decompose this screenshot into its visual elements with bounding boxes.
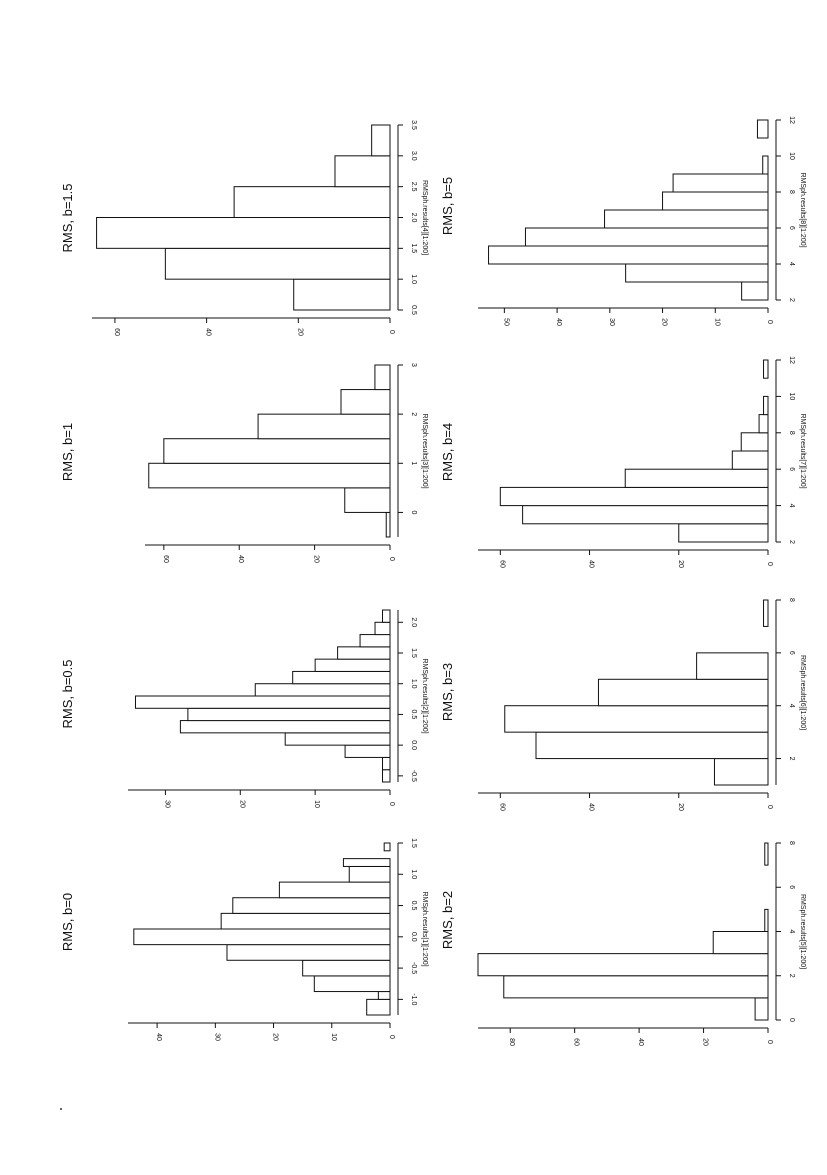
- histogram-bar: [303, 960, 390, 976]
- x-tick-label: -0.5: [410, 769, 417, 782]
- x-axis-label: RMSph.results[8][1:200]: [799, 172, 806, 248]
- histogram-bar: [343, 859, 390, 867]
- value-tick-label: 60: [112, 328, 120, 336]
- value-tick-label: 10: [329, 1033, 337, 1041]
- histogram-bar: [755, 998, 768, 1020]
- value-tick-label: 10: [313, 800, 321, 808]
- histogram-bar: [349, 866, 390, 882]
- panel-title: RMS, b=4: [440, 422, 455, 482]
- histogram-panel-1: [60, 838, 428, 1041]
- x-tick-label: 3.0: [410, 150, 417, 161]
- panel-title: RMS, b=1.5: [60, 183, 75, 253]
- panel-title: RMS, b=0.5: [60, 659, 75, 729]
- histogram-bar: [523, 506, 768, 524]
- x-tick-label: 4: [788, 703, 795, 708]
- value-tick-label: 0: [388, 1035, 395, 1039]
- histogram-bar: [345, 488, 390, 513]
- histogram-bar: [489, 246, 768, 264]
- histogram-bar: [673, 174, 768, 192]
- histogram-bar: [626, 264, 768, 282]
- histogram-bar: [293, 671, 390, 683]
- histogram-bar: [764, 396, 768, 414]
- value-tick-label: 0: [388, 330, 395, 334]
- x-tick-label: -1.0: [410, 993, 417, 1006]
- histogram-bar: [227, 945, 390, 961]
- x-tick-label: 2.5: [410, 181, 417, 192]
- histogram-bar: [335, 156, 390, 187]
- histogram-bar: [765, 909, 768, 931]
- histogram-panel-5: [440, 841, 806, 1046]
- histogram-panel-3: [60, 363, 428, 563]
- x-tick-label: 4: [788, 262, 795, 266]
- histogram-bar: [505, 706, 768, 732]
- histogram-bar: [383, 757, 390, 769]
- x-tick-label: 2: [788, 540, 795, 544]
- x-tick-label: 0.5: [410, 900, 417, 911]
- value-tick-label: 20: [296, 328, 304, 336]
- histogram-bar: [165, 248, 390, 279]
- histogram-bar: [258, 414, 390, 439]
- x-axis-label: RMSph.results[6][1:200]: [799, 654, 806, 731]
- x-tick-label: 1: [410, 461, 417, 466]
- x-tick-label: 0.0: [410, 740, 417, 751]
- x-tick-label: 6: [788, 885, 795, 890]
- histogram-bar: [221, 913, 390, 929]
- x-tick-label: 0.5: [410, 709, 417, 720]
- histogram-bar: [757, 120, 768, 138]
- stray-dot: [60, 1108, 62, 1110]
- histogram-bar: [149, 463, 390, 488]
- x-tick-label: 1.0: [410, 678, 417, 689]
- x-tick-label: 2: [788, 756, 795, 761]
- histogram-bar: [759, 415, 768, 433]
- value-tick-label: 20: [312, 555, 320, 563]
- histogram-bar: [360, 635, 390, 647]
- histogram-bar: [279, 882, 390, 898]
- x-axis-label: RMSph.results[7][1:200]: [799, 413, 806, 489]
- x-tick-label: 12: [788, 116, 795, 124]
- histogram-bar: [367, 999, 390, 1015]
- value-tick-label: 60: [498, 803, 506, 811]
- value-tick-label: 20: [701, 1038, 709, 1046]
- histogram-bar: [763, 156, 768, 174]
- histogram-bar: [341, 390, 390, 415]
- value-tick-label: 10: [713, 318, 721, 326]
- x-tick-label: 3: [410, 363, 417, 367]
- value-tick-label: 20: [271, 1033, 279, 1041]
- value-tick-label: 30: [213, 1033, 221, 1041]
- histogram-bar: [386, 512, 390, 537]
- histogram-bar: [764, 360, 768, 378]
- value-tick-label: 30: [607, 318, 615, 326]
- histogram-bar: [338, 647, 390, 659]
- value-tick-label: 80: [508, 1038, 516, 1046]
- x-tick-label: 8: [788, 190, 795, 194]
- histogram-bar: [345, 745, 390, 757]
- x-tick-label: 0: [410, 510, 417, 515]
- value-tick-label: 60: [161, 555, 169, 563]
- histogram-bar: [478, 954, 768, 976]
- histogram-bar: [375, 622, 390, 634]
- histogram-bar: [234, 187, 390, 218]
- histogram-bar: [285, 733, 390, 745]
- panel-title: RMS, b=3: [440, 662, 455, 722]
- value-tick-label: 60: [572, 1038, 580, 1046]
- histogram-bar: [765, 843, 768, 865]
- histogram-bar: [598, 679, 768, 705]
- histogram-bar: [625, 469, 768, 487]
- histogram-bar: [663, 192, 768, 210]
- value-tick-label: 40: [587, 803, 595, 811]
- x-tick-label: 1.5: [410, 838, 417, 848]
- x-tick-label: 6: [788, 467, 795, 472]
- x-tick-label: 6: [788, 650, 795, 655]
- panel-title: RMS, b=5: [440, 176, 455, 236]
- value-tick-label: 0: [766, 320, 773, 324]
- x-tick-label: 1.5: [410, 648, 417, 658]
- histogram-panel-6: [440, 598, 806, 811]
- histogram-bar: [679, 524, 768, 542]
- histogram-bar: [383, 770, 390, 782]
- histogram-bar: [384, 843, 390, 851]
- x-tick-label: 10: [788, 392, 795, 401]
- value-tick-label: 20: [676, 560, 684, 568]
- histogram-bar: [504, 976, 768, 998]
- value-tick-label: 0: [388, 557, 395, 561]
- x-tick-label: 6: [788, 226, 795, 230]
- histogram-bar: [375, 365, 390, 390]
- x-tick-label: 0.0: [410, 931, 417, 942]
- histogram-bar: [536, 732, 768, 758]
- histogram-panel-4: [60, 120, 428, 336]
- x-tick-label: 1.0: [410, 869, 417, 880]
- x-tick-label: 2: [788, 298, 795, 302]
- histogram-bar: [714, 759, 768, 785]
- histogram-bar: [372, 125, 390, 156]
- x-axis-label: RMSph.results[3][1:200]: [421, 413, 428, 489]
- x-tick-label: 10: [788, 152, 795, 160]
- value-tick-label: 0: [766, 805, 773, 809]
- value-tick-label: 40: [155, 1033, 163, 1041]
- x-axis-label: RMSph.results[5][1:200]: [799, 893, 806, 970]
- histogram-bar: [605, 210, 768, 228]
- x-tick-label: 2.0: [410, 617, 417, 628]
- x-axis-label: RMSph.results[2][1:200]: [421, 658, 428, 734]
- x-tick-label: 2.0: [410, 212, 417, 223]
- x-tick-label: 1.5: [410, 243, 417, 254]
- histogram-bar: [732, 451, 768, 469]
- histogram-bar: [294, 279, 390, 310]
- histogram-bar: [180, 721, 390, 733]
- histogram-bar: [135, 696, 390, 708]
- value-tick-label: 40: [587, 560, 595, 568]
- x-tick-label: 0: [788, 1018, 795, 1022]
- histogram-panel-8: [440, 116, 806, 326]
- panel-title: RMS, b=2: [440, 890, 455, 950]
- histogram-bar: [764, 600, 768, 626]
- histogram-bar: [500, 487, 768, 505]
- histogram-bar: [697, 653, 768, 679]
- x-tick-label: 1.0: [410, 274, 417, 285]
- x-tick-label: 2: [410, 412, 417, 417]
- value-tick-label: 60: [498, 560, 506, 568]
- histogram-panel-7: [440, 356, 806, 568]
- x-tick-label: 4: [788, 929, 795, 934]
- x-tick-label: 8: [788, 841, 795, 845]
- histogram-bar: [742, 282, 768, 300]
- x-tick-label: 8: [788, 598, 795, 602]
- histogram-bar: [255, 684, 390, 696]
- histogram-bar: [315, 659, 390, 671]
- x-tick-label: 8: [788, 430, 795, 435]
- value-tick-label: 40: [237, 555, 245, 563]
- value-tick-label: 0: [766, 1040, 773, 1044]
- histogram-bar: [741, 433, 768, 451]
- histogram-bar: [713, 932, 768, 954]
- histogram-bar: [525, 228, 768, 246]
- histogram-bar: [383, 610, 390, 622]
- value-tick-label: 20: [660, 318, 668, 326]
- value-tick-label: 40: [637, 1038, 645, 1046]
- histogram-bar: [378, 992, 390, 1000]
- histogram-bar: [233, 898, 390, 914]
- histogram-bar: [164, 439, 390, 464]
- histogram-bar: [97, 218, 390, 249]
- value-tick-label: 50: [502, 318, 510, 326]
- value-tick-label: 40: [555, 318, 563, 326]
- value-tick-label: 0: [766, 562, 773, 566]
- histogram-bar: [188, 708, 390, 720]
- x-axis-label: RMSph.results[1][1:200]: [421, 891, 428, 967]
- panel-title: RMS, b=0: [60, 892, 75, 952]
- x-tick-label: 0.5: [410, 305, 417, 315]
- value-tick-label: 20: [238, 800, 246, 808]
- value-tick-label: 40: [204, 328, 212, 336]
- value-tick-label: 20: [676, 803, 684, 811]
- histogram-bar: [134, 929, 390, 945]
- x-tick-label: 2: [788, 973, 795, 978]
- value-tick-label: 30: [163, 800, 171, 808]
- panel-title: RMS, b=1: [60, 422, 75, 482]
- x-axis-label: RMSph.results[4][1:200]: [421, 179, 428, 256]
- histogram-panel-2: [60, 610, 428, 808]
- value-tick-label: 0: [388, 802, 395, 806]
- histogram-bar: [314, 976, 390, 992]
- x-tick-label: 3.5: [410, 120, 417, 130]
- x-tick-label: -0.5: [410, 962, 417, 975]
- x-tick-label: 4: [788, 503, 795, 508]
- x-tick-label: 12: [788, 356, 795, 364]
